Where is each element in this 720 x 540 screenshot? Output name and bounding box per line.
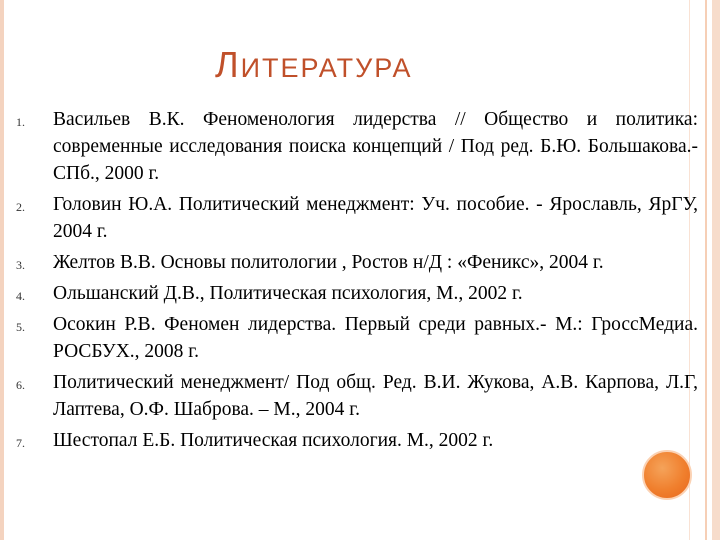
slide-title-rest: ИТЕРАТУРА xyxy=(240,53,413,83)
list-item-text: Шестопал Е.Б. Политическая психология. М., 2002 г. xyxy=(53,430,494,451)
list-item-text: Ольшанский Д.В., Политическая психология, М., 2002 г. xyxy=(53,283,523,304)
list-item-number: 4. xyxy=(16,289,25,303)
list-item-number: 6. xyxy=(16,378,25,392)
list-item-number: 7. xyxy=(16,436,25,450)
right-border-line xyxy=(705,0,707,540)
list-item xyxy=(16,369,698,423)
list-item xyxy=(16,249,698,276)
list-item xyxy=(16,311,698,365)
list-item-number: 1. xyxy=(16,115,25,129)
list-item-number: 2. xyxy=(16,200,25,214)
list-item xyxy=(16,106,698,187)
list-item xyxy=(16,191,698,245)
list-item-text: Политический менеджмент/ Под общ. Ред. В.И. Жукова, А.В. Карпова, Л.Г, Лаптева, О.Ф. Шаброва. – М., 2004 г. xyxy=(53,372,698,420)
left-border-decoration xyxy=(0,0,4,540)
right-border-decoration xyxy=(712,0,720,540)
slide-title-capital: Л xyxy=(215,44,241,85)
list-item-number: 3. xyxy=(16,258,25,272)
slide-title xyxy=(215,44,413,86)
list-item-text: Васильев В.К. Феноменология лидерства // Общество и политика: современные исследования поиска концепций / Под ред. Б.Ю. Большакова.- СПб., 2000 г. xyxy=(53,109,698,184)
decorative-circle xyxy=(642,450,692,500)
list-item xyxy=(16,427,698,454)
list-item-text: Желтов В.В. Основы политологии , Ростов н/Д : «Феникс», 2004 г. xyxy=(53,252,604,273)
list-item-text: Осокин Р.В. Феномен лидерства. Первый среди равных.- М.: ГроссМедиа. РОСБУХ., 2008 г. xyxy=(53,314,698,362)
list-item xyxy=(16,280,698,307)
list-item-number: 5. xyxy=(16,320,25,334)
list-item-text: Головин Ю.А. Политический менеджмент: Уч. пособие. - Ярославль, ЯрГУ, 2004 г. xyxy=(53,194,698,242)
bibliography-list xyxy=(16,106,698,458)
